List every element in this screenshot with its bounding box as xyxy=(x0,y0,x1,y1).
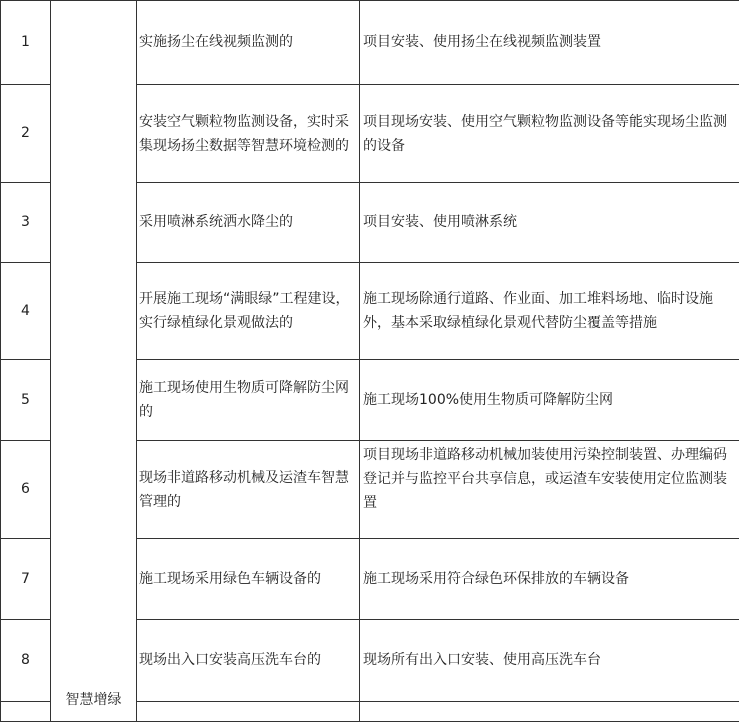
row-number: 3 xyxy=(1,183,51,263)
standard-cell: 施工现场100%使用生物质可降解防尘网 xyxy=(360,360,739,441)
standard-cell xyxy=(360,702,739,722)
requirement-cell: 安装空气颗粒物监测设备，实时采集现场扬尘数据等智慧环境检测的 xyxy=(137,85,360,183)
requirement-cell: 现场出入口安装高压洗车台的 xyxy=(137,620,360,702)
requirement-cell: 现场非道路移动机械及运渣车智慧管理的 xyxy=(137,441,360,539)
standard-cell: 施工现场采用符合绿色环保排放的车辆设备 xyxy=(360,539,739,620)
row-number: 7 xyxy=(1,539,51,620)
row-number: 4 xyxy=(1,263,51,360)
row-number: 2 xyxy=(1,85,51,183)
category-cell: 智慧增绿 xyxy=(51,1,137,722)
standard-cell: 项目安装、使用扬尘在线视频监测装置 xyxy=(360,1,739,85)
requirement-cell: 施工现场使用生物质可降解防尘网的 xyxy=(137,360,360,441)
standard-cell: 项目现场安装、使用空气颗粒物监测设备等能实现场尘监测的设备 xyxy=(360,85,739,183)
standard-cell: 项目安装、使用喷淋系统 xyxy=(360,183,739,263)
row-number: 5 xyxy=(1,360,51,441)
table-row xyxy=(1,1,739,85)
requirement-cell: 施工现场采用绿色车辆设备的 xyxy=(137,539,360,620)
requirement-cell xyxy=(137,702,360,722)
requirement-cell: 实施扬尘在线视频监测的 xyxy=(137,1,360,85)
row-number: 8 xyxy=(1,620,51,702)
requirement-cell: 开展施工现场“满眼绿”工程建设，实行绿植绿化景观做法的 xyxy=(137,263,360,360)
standard-cell: 现场所有出入口安装、使用高压洗车台 xyxy=(360,620,739,702)
standard-cell: 施工现场除通行道路、作业面、加工堆料场地、临时设施外，基本采取绿植绿化景观代替防尘覆盖等措施 xyxy=(360,263,739,360)
requirement-cell: 采用喷淋系统洒水降尘的 xyxy=(137,183,360,263)
row-number xyxy=(1,702,51,722)
standard-cell: 项目现场非道路移动机械加装使用污染控制装置、办理编码登记并与监控平台共享信息，或运渣车安装使用定位监测装置 xyxy=(360,441,739,539)
row-number: 1 xyxy=(1,1,51,85)
row-number: 6 xyxy=(1,441,51,539)
